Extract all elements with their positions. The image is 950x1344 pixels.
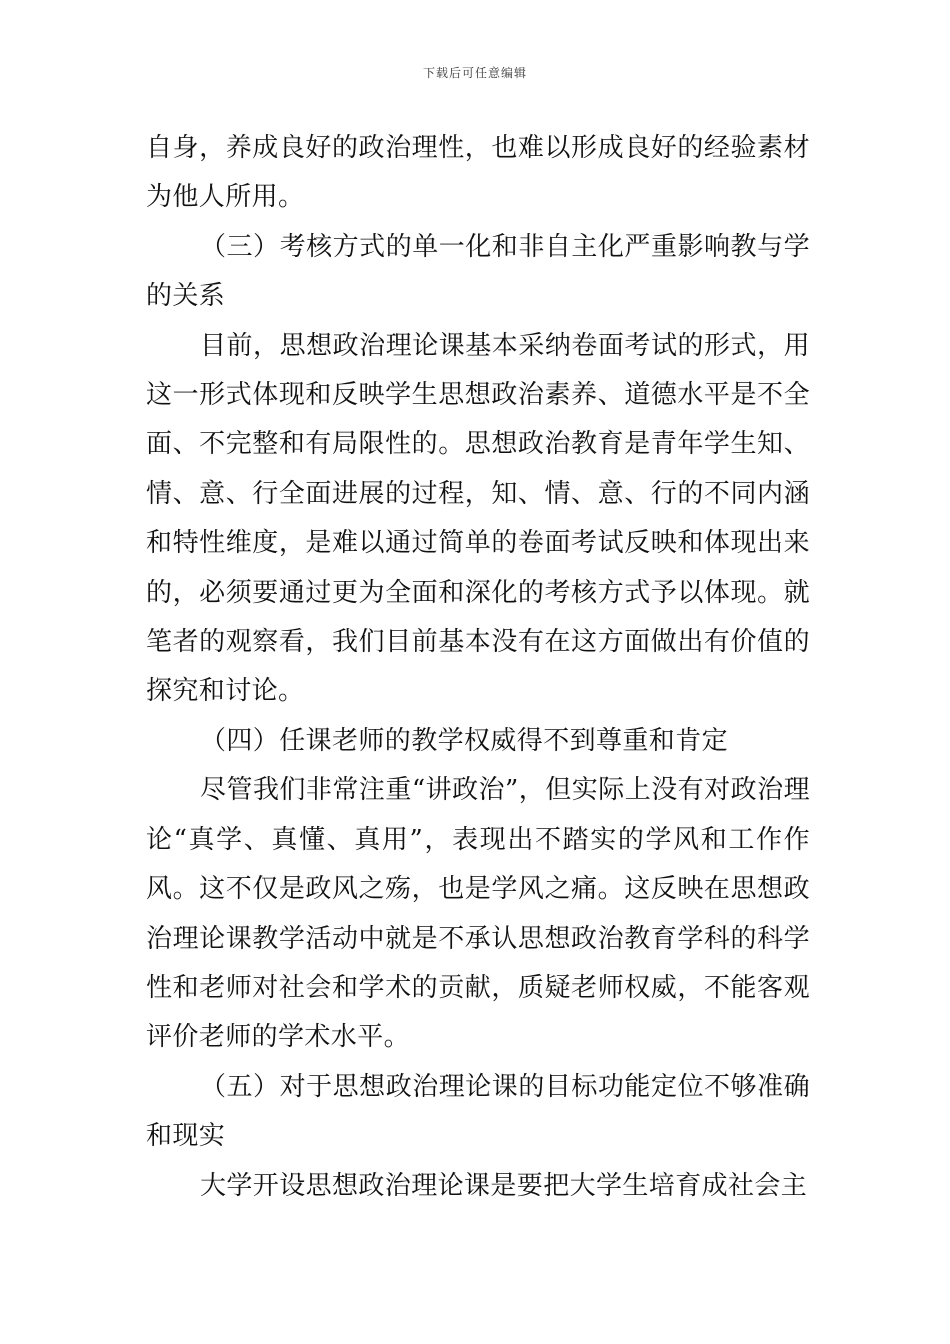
paragraph: 大学开设思想政治理论课是要把大学生培育成社会主	[200, 1170, 808, 1201]
section-heading-5: （五）对于思想政治理论课的目标功能定位不够准确和现实	[146, 1071, 810, 1152]
section-heading-4: （四）任课老师的教学权威得不到尊重和肯定	[200, 725, 729, 756]
section-heading-3: （三）考核方式的单一化和非自主化严重影响教与学的关系	[146, 231, 810, 312]
paragraph-continuation: 自身，养成良好的政治理性，也难以形成良好的经验素材为他人所用。	[146, 133, 810, 213]
page-header: 下载后可任意编辑	[422, 66, 527, 80]
document-body	[146, 124, 810, 1211]
paragraph: 尽管我们非常注重“讲政治”，但实际上没有对政治理论“真学、真懂、真用”，表现出不踏实的学风和工作作风。这不仅是政风之殇，也是学风之痛。这反映在思想政治理论课教学活动中就是不承认思想政治教育学科的科学性和老师对社会和学术的贡献，质疑老师权威，不能客观评价老师的学术水平。	[146, 775, 810, 1053]
paragraph: 目前，思想政治理论课基本采纳卷面考试的形式，用这一形式体现和反映学生思想政治素养、道德水平是不全面、不完整和有局限性的。思想政治教育是青年学生知、情、意、行全面进展的过程，知、情、意、行的不同内涵和特性维度，是难以通过简单的卷面考试反映和体现出来的，必须要通过更为全面和深化的考核方式予以体现。就笔者的观察看，我们目前基本没有在这方面做出有价值的探究和讨论。	[146, 330, 810, 707]
